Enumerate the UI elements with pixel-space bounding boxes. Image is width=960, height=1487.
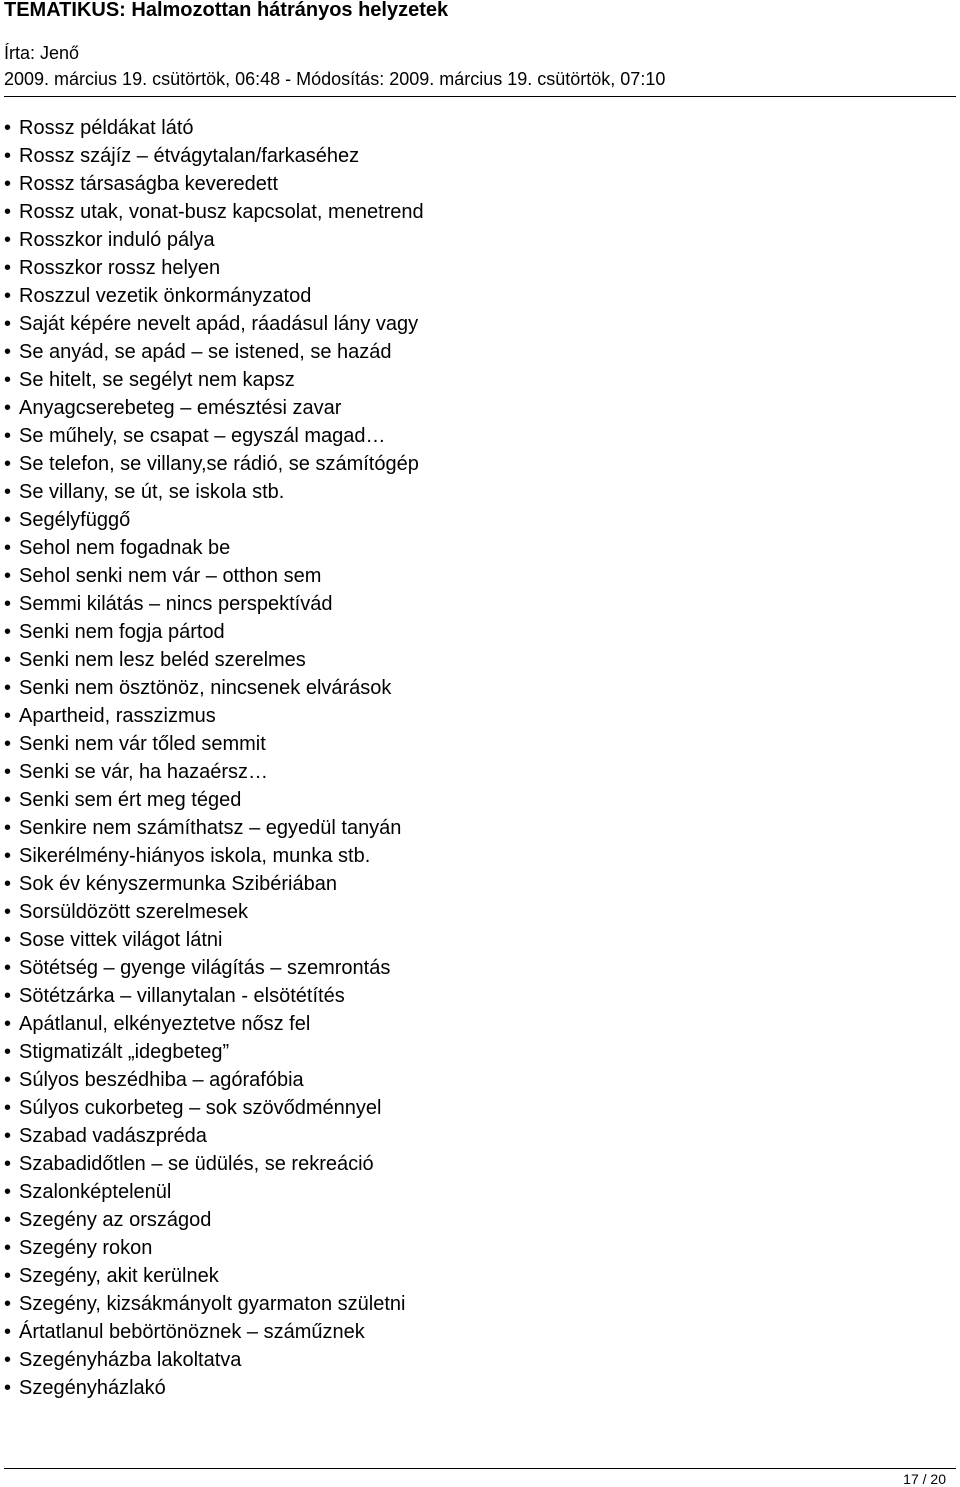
bullet-icon: •: [4, 1265, 12, 1287]
bullet-icon: •: [4, 313, 12, 335]
bullet-icon: •: [4, 1069, 12, 1091]
list-item-text: Szegény az országod: [19, 1209, 212, 1231]
list-item-text: Apartheid, rasszizmus: [19, 705, 216, 727]
list-item: [0, 870, 424, 898]
bullet-list: [0, 114, 424, 1402]
bullet-icon: •: [4, 173, 12, 195]
list-item: [0, 1122, 424, 1150]
bullet-icon: •: [4, 145, 12, 167]
list-item-text: Szalonképtelenül: [19, 1181, 172, 1203]
page-number: 17 / 20: [903, 1471, 946, 1487]
bullet-icon: •: [4, 1349, 12, 1371]
list-item: [0, 982, 424, 1010]
bullet-icon: •: [4, 481, 12, 503]
footer-divider: [4, 1468, 956, 1469]
bullet-icon: •: [4, 1209, 12, 1231]
bullet-icon: •: [4, 957, 12, 979]
list-item-text: Szegény, akit kerülnek: [19, 1265, 219, 1287]
bullet-icon: •: [4, 453, 12, 475]
list-item-text: Szegényházlakó: [19, 1377, 166, 1399]
list-item-text: Szabadidőtlen – se üdülés, se rekreáció: [19, 1153, 374, 1175]
list-item-text: Súlyos cukorbeteg – sok szövődménnyel: [19, 1097, 382, 1119]
list-item-text: Anyagcserebeteg – emésztési zavar: [19, 397, 342, 419]
bullet-icon: •: [4, 1153, 12, 1175]
bullet-icon: •: [4, 537, 12, 559]
list-item: [0, 1234, 424, 1262]
list-item-text: Sok év kényszermunka Szibériában: [19, 873, 337, 895]
list-item: [0, 114, 424, 142]
list-item-text: Saját képére nevelt apád, ráadásul lány vagy: [19, 313, 419, 335]
list-item-text: Szegényházba lakoltatva: [19, 1349, 242, 1371]
list-item-text: Senki nem vár tőled semmit: [19, 733, 266, 755]
bullet-icon: •: [4, 509, 12, 531]
bullet-icon: •: [4, 733, 12, 755]
list-item-text: Sehol nem fogadnak be: [19, 537, 231, 559]
list-item: [0, 478, 424, 506]
list-item: [0, 926, 424, 954]
bullet-icon: •: [4, 873, 12, 895]
list-item-text: Ártatlanul bebörtönöznek – száműznek: [19, 1321, 365, 1343]
list-item: [0, 702, 424, 730]
bullet-icon: •: [4, 761, 12, 783]
list-item: [0, 254, 424, 282]
bullet-icon: •: [4, 229, 12, 251]
list-item: [0, 394, 424, 422]
list-item: [0, 1374, 424, 1402]
bullet-icon: •: [4, 1237, 12, 1259]
list-item: [0, 170, 424, 198]
bullet-icon: •: [4, 677, 12, 699]
list-item-text: Se telefon, se villany,se rádió, se számítógép: [19, 453, 419, 475]
bullet-icon: •: [4, 1013, 12, 1035]
list-item-text: Szegény, kizsákmányolt gyarmaton születni: [19, 1293, 406, 1315]
list-item: [0, 506, 424, 534]
list-item-text: Rossz társaságba keveredett: [19, 173, 279, 195]
list-item-text: Senki se vár, ha hazaérsz…: [19, 761, 269, 783]
list-item: [0, 366, 424, 394]
list-item-text: Senki sem ért meg téged: [19, 789, 242, 811]
list-item-text: Semmi kilátás – nincs perspektívád: [19, 593, 333, 615]
list-item-text: Senki nem lesz beléd szerelmes: [19, 649, 306, 671]
list-item-text: Segélyfüggő: [19, 509, 131, 531]
list-item: [0, 1346, 424, 1374]
list-item: [0, 1094, 424, 1122]
list-item: [0, 310, 424, 338]
list-item: [0, 338, 424, 366]
list-item: [0, 1066, 424, 1094]
list-item: [0, 674, 424, 702]
list-item: [0, 1262, 424, 1290]
list-item: [0, 618, 424, 646]
date-line: 2009. március 19. csütörtök, 06:48 - Módosítás: 2009. március 19. csütörtök, 07:10: [4, 69, 666, 89]
list-item-text: Rossz példákat látó: [19, 117, 194, 139]
list-item-text: Rosszkor rossz helyen: [19, 257, 221, 279]
bullet-icon: •: [4, 1377, 12, 1399]
bullet-icon: •: [4, 1041, 12, 1063]
list-item: [0, 898, 424, 926]
list-item: [0, 282, 424, 310]
list-item-text: Rossz szájíz – étvágytalan/farkaséhez: [19, 145, 360, 167]
list-item-text: Súlyos beszédhiba – agórafóbia: [19, 1069, 304, 1091]
bullet-icon: •: [4, 257, 12, 279]
bullet-icon: •: [4, 929, 12, 951]
bullet-icon: •: [4, 285, 12, 307]
list-item-text: Szabad vadászpréda: [19, 1125, 207, 1147]
list-item-text: Rossz utak, vonat-busz kapcsolat, menetrend: [19, 201, 424, 223]
bullet-icon: •: [4, 565, 12, 587]
bullet-icon: •: [4, 621, 12, 643]
list-item-text: Rosszkor induló pálya: [19, 229, 215, 251]
list-item-text: Senkire nem számíthatsz – egyedül tanyán: [19, 817, 402, 839]
bullet-icon: •: [4, 397, 12, 419]
bullet-icon: •: [4, 1097, 12, 1119]
bullet-icon: •: [4, 985, 12, 1007]
list-item-text: Sose vittek világot látni: [19, 929, 223, 951]
list-item-text: Sehol senki nem vár – otthon sem: [19, 565, 322, 587]
list-item: [0, 758, 424, 786]
list-item-text: Szegény rokon: [19, 1237, 153, 1259]
list-item-text: Roszzul vezetik önkormányzatod: [19, 285, 312, 307]
list-item-text: Stigmatizált „idegbeteg”: [19, 1041, 230, 1063]
bullet-icon: •: [4, 369, 12, 391]
list-item-text: Sorsüldözött szerelmesek: [19, 901, 248, 923]
bullet-icon: •: [4, 649, 12, 671]
bullet-icon: •: [4, 593, 12, 615]
list-item: [0, 226, 424, 254]
bullet-icon: •: [4, 1321, 12, 1343]
list-item: [0, 814, 424, 842]
list-item-text: Se hitelt, se segélyt nem kapsz: [19, 369, 295, 391]
list-item-text: Sikerélmény-hiányos iskola, munka stb.: [19, 845, 371, 867]
list-item-text: Se műhely, se csapat – egyszál magad…: [19, 425, 386, 447]
list-item-text: Sötétség – gyenge világítás – szemrontás: [19, 957, 391, 979]
list-item: [0, 562, 424, 590]
bullet-icon: •: [4, 789, 12, 811]
list-item: [0, 1038, 424, 1066]
list-item: [0, 534, 424, 562]
list-item-text: Apátlanul, elkényeztetve nősz fel: [19, 1013, 311, 1035]
list-item: [0, 730, 424, 758]
bullet-icon: •: [4, 1293, 12, 1315]
list-item-text: Senki nem ösztönöz, nincsenek elvárások: [19, 677, 392, 699]
list-item: [0, 422, 424, 450]
list-item: [0, 1318, 424, 1346]
list-item: [0, 1150, 424, 1178]
bullet-icon: •: [4, 117, 12, 139]
bullet-icon: •: [4, 817, 12, 839]
list-item-text: Se anyád, se apád – se istened, se hazád: [19, 341, 392, 363]
list-item: [0, 646, 424, 674]
bullet-icon: •: [4, 341, 12, 363]
header-divider: [4, 96, 956, 97]
list-item-text: Se villany, se út, se iskola stb.: [19, 481, 285, 503]
bullet-icon: •: [4, 425, 12, 447]
bullet-icon: •: [4, 901, 12, 923]
list-item: [0, 1206, 424, 1234]
bullet-icon: •: [4, 1181, 12, 1203]
page-title: TEMATIKUS: Halmozottan hátrányos helyzetek: [4, 0, 449, 21]
list-item-text: Senki nem fogja pártod: [19, 621, 225, 643]
list-item: [0, 1178, 424, 1206]
author-line: Írta: Jenő: [4, 43, 80, 63]
bullet-icon: •: [4, 705, 12, 727]
list-item: [0, 786, 424, 814]
list-item: [0, 198, 424, 226]
list-item-text: Sötétzárka – villanytalan - elsötétítés: [19, 985, 345, 1007]
list-item: [0, 954, 424, 982]
list-item: [0, 842, 424, 870]
list-item: [0, 450, 424, 478]
list-item: [0, 1010, 424, 1038]
bullet-icon: •: [4, 201, 12, 223]
bullet-icon: •: [4, 845, 12, 867]
list-item: [0, 142, 424, 170]
bullet-icon: •: [4, 1125, 12, 1147]
list-item: [0, 1290, 424, 1318]
list-item: [0, 590, 424, 618]
